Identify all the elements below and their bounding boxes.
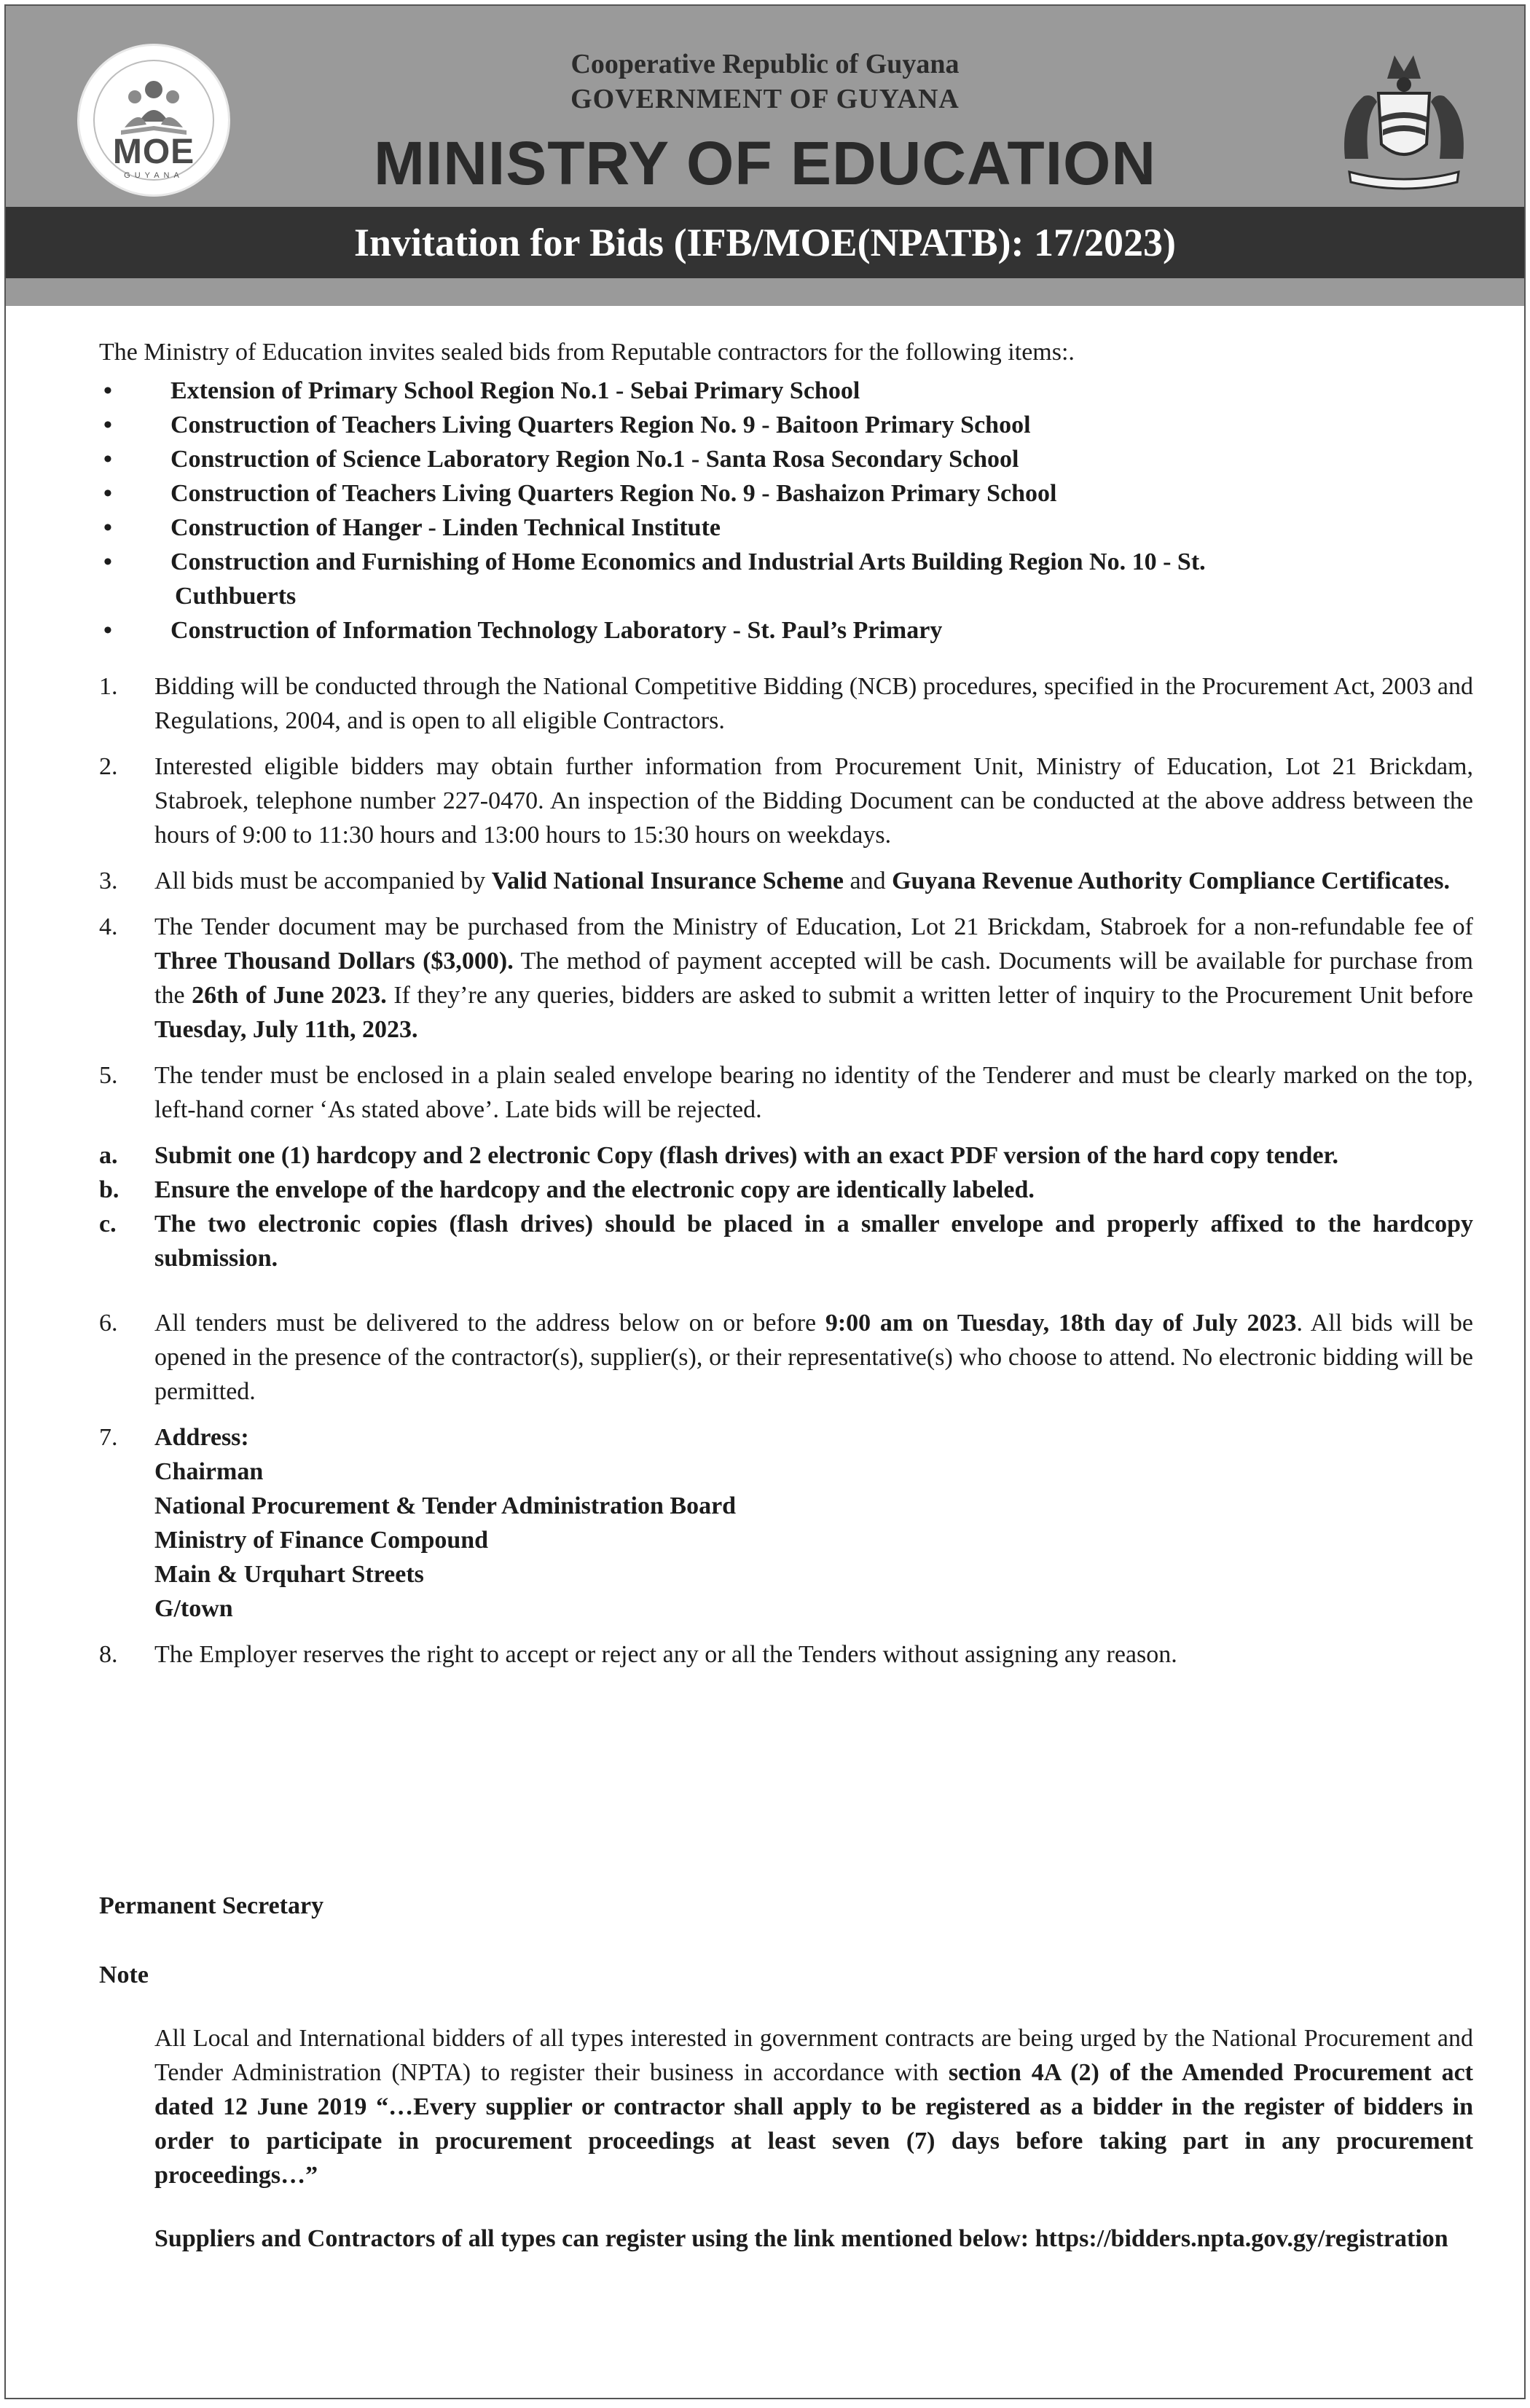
bid-title-bar: Invitation for Bids (IFB/MOE(NPATB): 17/2023) (6, 207, 1524, 278)
coat-of-arms-icon (1335, 50, 1473, 195)
bullet-icon: • (103, 617, 112, 644)
clause-bold-text: Three Thousand Dollars ($3,000). (154, 948, 514, 975)
clause-bold-text: Valid National Insurance Scheme (491, 867, 844, 894)
clause-text: All tenders must be delivered to the address below on or before (154, 1310, 825, 1337)
item-text-continued: Cuthbuerts (175, 583, 297, 610)
clause-text: If they’re any queries, bidders are asked to submit a written letter of inquiry to the Procurement Unit before (386, 982, 1473, 1009)
instruction-b (99, 1173, 1473, 1207)
logo-guyana-text: GUYANA (124, 171, 184, 180)
registration-text: Suppliers and Contractors of all types can register using the link mentioned below: https://bidders.npta.gov.gy/registration (154, 2225, 1448, 2252)
clause-bold-text: 9:00 am on Tuesday, 18th day of July 2023 (825, 1310, 1297, 1337)
address-line: G/town (154, 1595, 233, 1622)
list-item (99, 545, 1473, 613)
signature-title: Permanent Secretary (99, 1892, 324, 1919)
item-text: Construction of Science Laboratory Region No.1 - Santa Rosa Secondary School (170, 446, 1019, 473)
clause-number: 2. (99, 753, 118, 780)
clause-number: 6. (99, 1310, 118, 1337)
instruction-letter: c. (99, 1211, 117, 1238)
clause-text: The Employer reserves the right to accept or reject any or all the Tenders without assigning any reason. (154, 1641, 1177, 1668)
clause-text: and (843, 867, 892, 894)
item-text: Construction of Teachers Living Quarters Region No. 9 - Baitoon Primary School (170, 412, 1031, 438)
clause-text: All bids must be accompanied by (154, 867, 492, 894)
list-item (99, 374, 1473, 408)
clause-2 (99, 749, 1473, 852)
bullet-icon: • (103, 514, 112, 541)
clause-8 (99, 1637, 1473, 1672)
address-line: Main & Urquhart Streets (154, 1561, 424, 1588)
clause-number: 1. (99, 673, 118, 700)
bullet-icon: • (103, 480, 112, 507)
instruction-a (99, 1138, 1473, 1173)
clause-text: The tender must be enclosed in a plain sealed envelope bearing no identity of the Tenderer and must be clearly marked on the top, left-hand corner ‘As stated above’. Late bids will be rejected. (154, 1062, 1473, 1123)
government-name: GOVERNMENT OF GUYANA (570, 84, 960, 114)
clause-number: 7. (99, 1424, 118, 1451)
list-item (99, 442, 1473, 476)
clause-text: Bidding will be conducted through the National Competitive Bidding (NCB) procedures, specified in the Procurement Act, 2003 and Regulations, 2004, and is open to all eligible Contractors. (154, 673, 1473, 734)
clause-text: The method of payment accepted will be cash. Documents will be available for purchase from the (154, 948, 1474, 1009)
bullet-icon: • (103, 377, 112, 404)
clause-bold-text: 26th of June 2023. (192, 982, 387, 1009)
item-text: Construction and Furnishing of Home Economics and Industrial Arts Building Region No. 10 - St. (170, 548, 1206, 575)
note-bold-text: section 4A (2) of the Amended Procurement act dated 12 June 2019 “…Every supplier or contractor shall apply to be registered as a bidder in the register of bidders in order to participate in procurement proceedings at least seven (7) days before taking part in any procurement proceedings…” (154, 2059, 1473, 2189)
item-text: Extension of Primary School Region No.1 - Sebai Primary School (170, 377, 860, 404)
clause-3 (99, 864, 1473, 898)
intro-text: The Ministry of Education invites sealed bids from Reputable contractors for the following items:. (99, 339, 1075, 366)
item-text: Construction of Hanger - Linden Technical Institute (170, 514, 721, 541)
bullet-icon: • (103, 548, 112, 575)
clause-number: 5. (99, 1062, 118, 1089)
logo-moe-text: MOE (112, 133, 195, 171)
instruction-text: The two electronic copies (flash drives) should be placed in a smaller envelope and properly affixed to the hardcopy submission. (154, 1211, 1473, 1272)
address-line: Chairman (154, 1458, 264, 1485)
instruction-letter: a. (99, 1142, 118, 1169)
address-line: Ministry of Finance Compound (154, 1527, 489, 1554)
clause-7-address (99, 1420, 1473, 1626)
clause-number: 4. (99, 913, 118, 940)
clause-text: The Tender document may be purchased from the Ministry of Education, Lot 21 Brickdam, Stabroek for a non-refundable fee of (154, 913, 1473, 940)
item-text: Construction of Teachers Living Quarters Region No. 9 - Bashaizon Primary School (170, 480, 1057, 507)
clause-number: 3. (99, 867, 118, 894)
clause-1 (99, 669, 1473, 738)
item-text: Construction of Information Technology Laboratory - St. Paul’s Primary (170, 617, 943, 644)
submission-instructions (99, 1138, 1473, 1275)
clause-bold-text: Tuesday, July 11th, 2023. (154, 1016, 418, 1043)
list-item (99, 511, 1473, 545)
instruction-text: Ensure the envelope of the hardcopy and the electronic copy are identically labeled. (154, 1176, 1035, 1203)
advertisement-page (4, 4, 1526, 2399)
header-band (6, 6, 1524, 306)
clause-text: Interested eligible bidders may obtain further information from Procurement Unit, Ministry of Education, Lot 21 Brickdam, Stabroek, telephone number 227-0470. An inspection of the Bidding Document can be conducted at the above address between the hours of 9:00 to 11:30 hours and 13:00 hours to 15:30 hours on weekdays. (154, 753, 1473, 849)
country-name: Cooperative Republic of Guyana (570, 49, 960, 79)
list-item (99, 476, 1473, 511)
clause-6 (99, 1306, 1473, 1409)
items-list (99, 374, 1473, 648)
clause-number: 8. (99, 1641, 118, 1668)
ministry-name: MINISTRY OF EDUCATION (373, 129, 1157, 197)
clause-4 (99, 910, 1473, 1047)
note-text (99, 2021, 1473, 2192)
address-label: Address: (154, 1424, 249, 1451)
list-item (99, 613, 1473, 648)
instruction-text: Submit one (1) hardcopy and 2 electronic Copy (flash drives) with an exact PDF version of the hard copy tender. (154, 1142, 1339, 1169)
address-line: National Procurement & Tender Administration Board (154, 1492, 737, 1519)
clause-5 (99, 1058, 1473, 1127)
bullet-icon: • (103, 446, 112, 473)
note-plain-text: All Local and International bidders of all types interested in government contracts are being urged by the National Procurement and Tender Administration (NPTA) to register their business in accordance with (154, 2025, 1473, 2086)
advertisement-body (99, 335, 1473, 1683)
instruction-c (99, 1207, 1473, 1275)
note-label: Note (99, 1962, 149, 1988)
closing-section (99, 1889, 1473, 2256)
instruction-letter: b. (99, 1176, 119, 1203)
bullet-icon: • (103, 412, 112, 438)
clause-text: . All bids will be opened in the presence of the contractor(s), supplier(s), or their representative(s) who choose to attend. No electronic bidding will be permitted. (154, 1310, 1473, 1405)
list-item (99, 408, 1473, 442)
clause-bold-text: Guyana Revenue Authority Compliance Certificates. (892, 867, 1450, 894)
